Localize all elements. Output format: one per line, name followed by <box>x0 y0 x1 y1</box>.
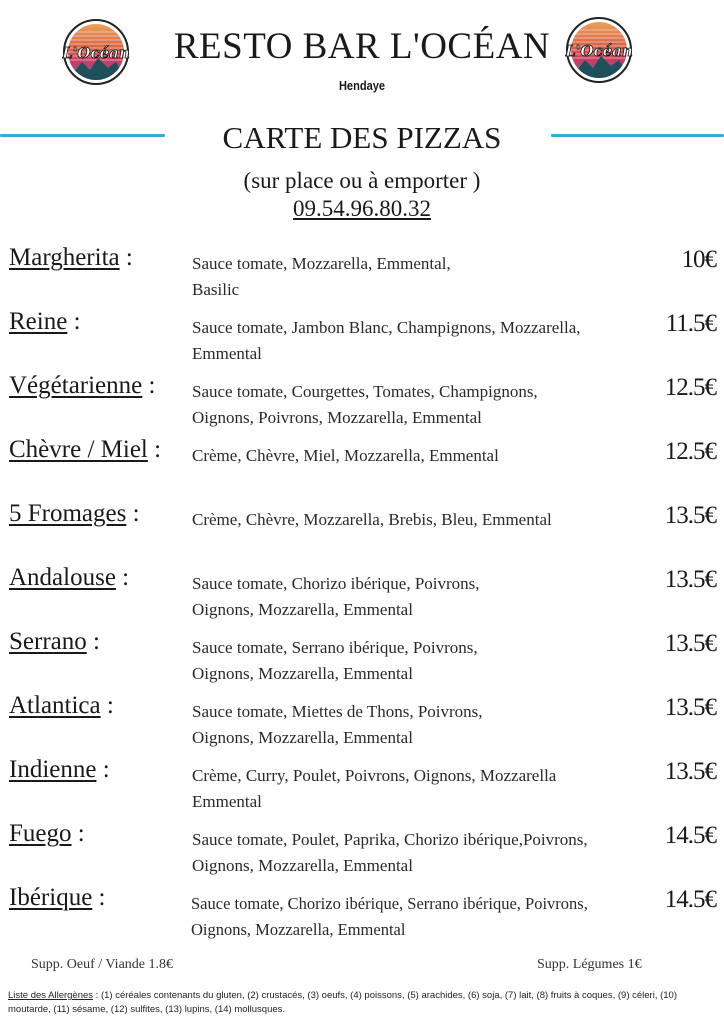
pizza-description: Sauce tomate, Jambon Blanc, Champignons, Mozzarella, Emmental <box>192 318 581 363</box>
svg-text:L'Océan: L'Océan <box>62 44 130 62</box>
restaurant-location: Hendaye <box>338 78 386 93</box>
pizza-name: Serrano : <box>9 628 100 655</box>
pizza-price: 13.5€ <box>664 630 716 657</box>
pizza-description: Sauce tomate, Courgettes, Tomates, Champignons, Oignons, Poivrons, Mozzarella, Emmental <box>192 382 538 427</box>
pizza-price: 12.5€ <box>664 438 716 465</box>
allergens-text: : (1) céréales contenants du gluten, (2) crustacés, (3) oeufs, (4) poissons, (5) arachides, (6) soja, (7) lait, (8) fruits à coques, (9) céleri, (10) moutarde, (11) sésame, (12) sulfites, (13) lupins, (14) mollusques. <box>8 990 677 1015</box>
pizza-name: 5 Fromages : <box>9 500 140 527</box>
pizza-name: Végétarienne : <box>9 372 156 399</box>
pizza-price: 14.5€ <box>664 822 716 849</box>
svg-text:L'Océan: L'Océan <box>565 42 633 60</box>
pizza-name: Indienne : <box>9 756 110 783</box>
supplement-egg-meat: Supp. Oeuf / Viande 1.8€ <box>31 957 173 972</box>
restaurant-title: RESTO BAR L'OCÉAN <box>173 26 551 67</box>
pizza-price: 13.5€ <box>664 758 716 785</box>
pizza-name: Atlantica : <box>9 692 114 719</box>
allergens-list <box>8 989 708 1017</box>
pizza-price: 10€ <box>681 246 716 273</box>
pizza-name: Margherita : <box>9 244 133 271</box>
pizza-price: 14.5€ <box>664 886 716 913</box>
pizza-description: Crème, Chèvre, Miel, Mozzarella, Emmental <box>192 446 499 465</box>
pizza-description: Sauce tomate, Chorizo ibérique, Serrano ibérique, Poivrons, Oignons, Mozzarella, Emmental <box>191 894 588 939</box>
pizza-name: Chèvre / Miel : <box>9 436 162 463</box>
menu-section-title: CARTE DES PIZZAS <box>222 120 502 155</box>
pizza-description: Sauce tomate, Mozzarella, Emmental, Basilic <box>192 254 451 299</box>
pizza-price: 13.5€ <box>664 694 716 721</box>
allergens-label: Liste des Allergènes <box>8 990 94 1001</box>
supplement-vegetables: Supp. Légumes 1€ <box>537 957 642 972</box>
pizza-name: Reine : <box>9 308 81 335</box>
pizza-price: 12.5€ <box>664 374 716 401</box>
pizza-price: 13.5€ <box>664 566 716 593</box>
pizza-name: Ibérique : <box>9 884 106 911</box>
pizza-description: Sauce tomate, Serrano ibérique, Poivrons, Oignons, Mozzarella, Emmental <box>192 638 478 683</box>
pizza-description: Sauce tomate, Chorizo ibérique, Poivrons, Oignons, Mozzarella, Emmental <box>192 574 480 619</box>
pizza-name: Fuego : <box>9 820 85 847</box>
pizza-price: 13.5€ <box>664 502 716 529</box>
pizza-description: Sauce tomate, Miettes de Thons, Poivrons, Oignons, Mozzarella, Emmental <box>192 702 483 747</box>
menu-section-subtitle: (sur place ou à emporter ) <box>243 168 481 193</box>
pizza-description: Crème, Curry, Poulet, Poivrons, Oignons, Mozzarella Emmental <box>192 766 557 811</box>
phone-number-text[interactable]: 09.54.96.80.32 <box>293 196 431 221</box>
pizza-name: Andalouse : <box>9 564 130 591</box>
pizza-description: Crème, Chèvre, Mozzarella, Brebis, Bleu, Emmental <box>192 510 552 529</box>
pizza-description: Sauce tomate, Poulet, Paprika, Chorizo ibérique,Poivrons, Oignons, Mozzarella, Emmental <box>192 830 588 875</box>
phone-number[interactable] <box>0 197 724 220</box>
pizza-price: 11.5€ <box>665 310 716 337</box>
